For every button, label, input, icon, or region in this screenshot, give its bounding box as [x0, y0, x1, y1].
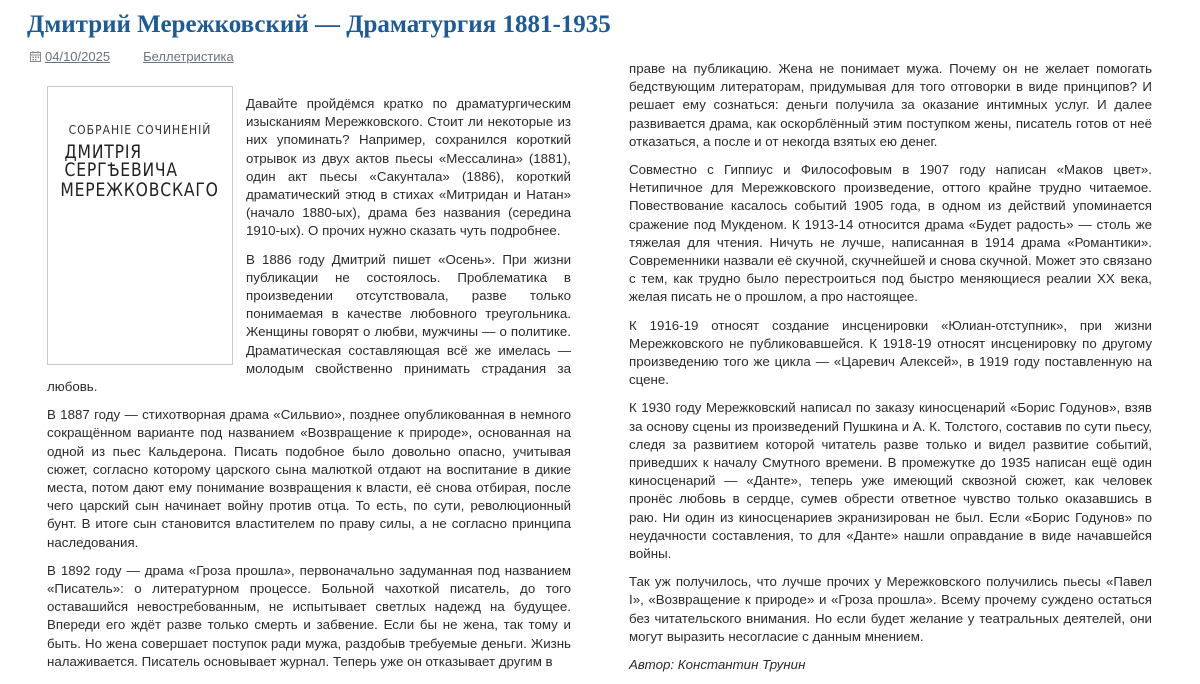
- cover-line-3: МЕРЕЖКОВСКАГО: [60, 178, 220, 201]
- cover-line-2: ДМИТРІЯ СЕРГѢЕВИЧА: [64, 141, 178, 182]
- category-link[interactable]: Беллетристика: [143, 49, 234, 64]
- cover-line-1: СОБРАНІЕ СОЧИНЕНІЙ: [68, 123, 212, 137]
- post-date-link[interactable]: 04/10/2025: [45, 49, 111, 64]
- paragraph: В 1886 году Дмитрий пишет «Осень». При жизни публикации не состоялось. Проблематика в произведении отсутствовала, разве только понимаемая в качестве любовного треугольника. Женщины говорят о любви, мужчины — о политике. Драматическая составляющая всё же имелась — молодым свойственно принимать страдания за любовь.: [47, 251, 571, 395]
- paragraph: К 1930 году Мережковский написал по заказу киносценарий «Борис Годунов», взяв за основу сцены из произведений Пушкина и А. К. Толстого, составив по сути пьесу, следя за развитием которой читатель разве только и видел развитие событий, приведших к началу Смутного времени. В промежутке до 1935 написан ещё один киносценарий — «Данте», теперь уже имеющий сквозной сюжет, как человек пронёс любовь в сердце, сумев обрести ответное чувство только оказавшись в раю. Ни один из киносценариев экранизирован не был. Если «Борис Годунов» по неудачности составления, то для «Данте» нашли оправдание в виде начавшейся войны.: [629, 400, 1152, 562]
- paragraph: В 1887 году — стихотворная драма «Сильвио», позднее опубликованная в немного сокращённом варианте под названием «Возвращение к природе», основанная на одной из пьес Кальдерона. Писать подобное было довольно опасно, учитывая сюжет, согласно которому царского сына малюткой отдают на воспитание в дикие места, потом дают ему понимание возвращения к власти, её снова отбирая, после чего царский сын начинает войну против отца. То есть, по сути, революционный бунт. В итоге сын становится властителем по праву силы, а не согласно принципа наследования.: [47, 407, 571, 550]
- paragraph: К 1916-19 относят создание инсценировки «Юлиан-отступник», при жизни Мережковского не публиковавшейся. К 1918-19 относят инсценировку по другому произведению того же цикла — «Царевич Алексей», в 1919 году поставленную на сцене.: [629, 317, 1152, 388]
- paragraph: Так уж получилось, что лучше прочих у Мережковского получились пьесы «Павел I», «Возвращение к природе» и «Гроза прошла». Всему прочему суждено остаться без читательского внимания. Но если будет желание у театральных деятелей, они могут выразить несогласие с данным мнением.: [629, 574, 1152, 644]
- article-column-right: [629, 60, 1152, 684]
- paragraph: праве на публикацию. Жена не понимает мужа. Почему он не желает помогать бедствующим литераторам, придумывая для того отговорки в виде принципов? И решает ему сознаться: деньги получила за оказание интимных услуг. И далее развивается драма, как оскорблённый этим поступком жены, писатель готов от неё отказаться, а после и от некогда взятых ею денег.: [629, 61, 1152, 149]
- article-column-left: [47, 95, 571, 681]
- calendar-icon: [30, 51, 41, 62]
- paragraph: Совместно с Гиппиус и Философовым в 1907 году написан «Маков цвет». Нетипичное для Мережковского произведение, оттого крайне трудно читаемое. Повествование касалось событий 1905 года, в одном из действий упоминается сражение под Мукденом. К 1913-14 относится драма «Будет радость» — столь же тяжелая для чтения. Ничуть не лучше, написанная в 1914 драма «Романтики». Современники назвали её скучной, скучнейшей и снова скучной. Может это связано с тем, как трудно было перестроиться под быстро меняющиеся реалии XX века, желая писать не о прошлом, а про настоящее.: [629, 162, 1152, 305]
- paragraph: В 1892 году — драма «Гроза прошла», первоначально задуманная под названием «Писатель»: о литературном процессе. Больной чахоткой писатель, до того оставашийся невостребованным, не испытывает светлых надежд на будущее. Впереди его ждёт разве только смерть и забвение. Если бы не жена, так тому и быть. Но жена совершает поступок ради мужа, раздобыв требуемые деньги. Жизнь налаживается. Писатель основывает журнал. Теперь уже он отказывает другим в: [47, 562, 571, 669]
- author-credit: Автор: Константин Трунин: [629, 657, 806, 673]
- post-meta: [30, 49, 234, 64]
- page-title: Дмитрий Мережковский — Драматургия 1881-1935: [27, 11, 611, 38]
- book-cover-image: [47, 86, 233, 365]
- paragraph: Давайте пройдёмся кратко по драматургическим изысканиям Мережковского. Стоит ли некоторые из них упоминать? Например, сохранился короткий отрывок из двух актов пьесы «Мессалина» (1881), один акт пьесы «Сакунтала» (1886), короткий драматический этюд в стихах «Митридан и Натан» (начало 1880-ых), драма без названия (середина 1910-ых). О прочих нужно сказать чуть подробнее.: [246, 96, 571, 239]
